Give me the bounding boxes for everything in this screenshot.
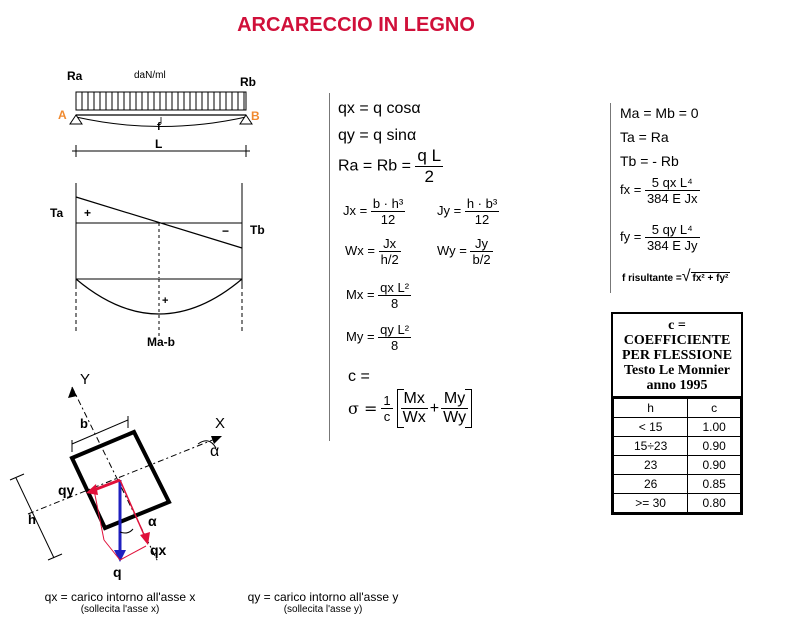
table-row: 15÷23 0.90 <box>614 437 741 456</box>
load-unit-label: daN/ml <box>134 70 166 81</box>
formula-tb: Tb = - Rb <box>620 153 679 169</box>
formula-fx: fx = $\frac{\text{5 qx L⁴}}{\text{384 E Jx}}$ <box>620 175 698 206</box>
separator-mid <box>329 93 330 441</box>
label-qx: qx <box>150 542 167 558</box>
formula-fy: fy = $\frac{\text{5 qy L⁴}}{\text{384 E Jy}}$ <box>620 222 698 253</box>
label-h: h <box>28 512 36 527</box>
page-title: ARCARECCIO IN LEGNO <box>237 14 475 36</box>
shear-label-tb: Tb <box>250 223 265 237</box>
header-c: c <box>688 399 741 418</box>
formula-wx: Wx = $\frac{Jx}{h/2}$ <box>345 236 399 267</box>
formula-qy: qy = q sinα <box>338 127 417 144</box>
support-a-triangle <box>70 115 82 124</box>
shear-minus: − <box>222 224 230 238</box>
section-diagram <box>0 362 300 582</box>
beam-diagrams <box>0 60 300 360</box>
caption-qy-sub: (sollecita l'asse y) <box>283 604 363 615</box>
label-b: b <box>80 416 88 431</box>
shear-diagram <box>76 183 242 285</box>
formula-mx: Mx = $\frac{\text{qx L²}}{8}$ <box>346 280 410 311</box>
label-alpha-2: α <box>148 513 157 529</box>
shear-label-ta: Ta <box>50 206 64 220</box>
moment-label-mab: Ma-b <box>147 335 175 349</box>
formula-mamb: Ma = Mb = 0 <box>620 105 699 121</box>
label-qy: qy <box>58 482 75 498</box>
caption-qy <box>228 590 418 615</box>
moment-plus: + <box>162 295 169 307</box>
axis-x-label: X <box>215 415 226 432</box>
separator-right <box>610 103 611 293</box>
moment-diagram <box>76 279 242 336</box>
coefficient-table-title: c = COEFFICIENTE PER FLESSIONE Testo Le Monnier anno 1995 <box>613 314 741 398</box>
label-ra: Ra <box>67 69 83 83</box>
table-row: >= 30 0.80 <box>614 494 741 513</box>
caption-qy-main: qy = carico intorno all'asse y <box>247 590 399 604</box>
caption-qx-sub: (sollecita l'asse x) <box>80 604 160 615</box>
shear-plus: + <box>84 206 92 220</box>
formula-jx: Jx = $\frac{\text{b · h³}}{12}$ <box>343 196 404 227</box>
support-b-label: B <box>251 109 260 123</box>
axis-x-line <box>28 437 220 514</box>
span-label: L <box>155 137 163 151</box>
formula-ta: Ta = Ra <box>620 129 669 145</box>
table-row: < 15 1.00 <box>614 418 741 437</box>
axis-y-label: Y <box>80 371 91 388</box>
header-h: h <box>614 399 688 418</box>
formula-qx: qx = q cosα <box>338 100 421 117</box>
formula-wy: Wy = $\frac{Jy}{b/2}$ <box>437 236 491 267</box>
table-header-row <box>614 399 741 418</box>
formula-reactions: Ra = Rb = $\frac{\text{q L}}{2}$ <box>338 146 442 186</box>
label-q: q <box>113 564 122 580</box>
support-a-label: A <box>58 108 67 122</box>
formula-my: My = $\frac{\text{qy L²}}{8}$ <box>346 322 410 353</box>
formula-f-risultante: f risultante =√ fx² + fy² <box>622 268 729 285</box>
table-row: 26 0.85 <box>614 475 741 494</box>
coefficient-table <box>611 312 743 515</box>
table-row: 23 0.90 <box>614 456 741 475</box>
caption-qx-main: qx = carico intorno all'asse x <box>44 590 196 604</box>
deflection-label: f <box>157 121 161 133</box>
load-qx-arrow <box>120 480 145 537</box>
formula-jy: Jy = $\frac{\text{h · b³}}{12}$ <box>437 196 498 227</box>
label-rb: Rb <box>240 75 256 89</box>
formula-sigma: σ = $\frac{1}{c}$ $\frac{Mx}{Wx}$ + $\frac{My}{Wy}$ <box>348 389 472 428</box>
distributed-load <box>76 92 246 110</box>
load-qy-arrow <box>94 480 120 490</box>
caption-qx <box>25 590 215 615</box>
angle-alpha: α <box>210 443 220 460</box>
formula-c: c = <box>348 368 370 385</box>
